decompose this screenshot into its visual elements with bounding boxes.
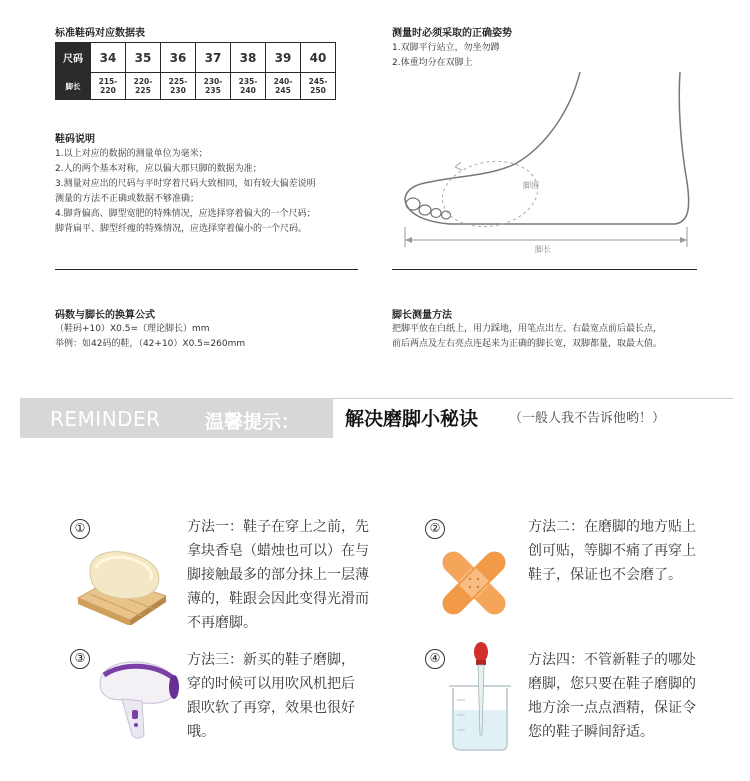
formula-text <box>55 322 245 352</box>
note-line: 脚背扁平、脚型纤瘦的特殊情况，应选择穿着偏小的一个尺码。 <box>55 224 308 234</box>
method-line: 不再磨脚。 <box>187 615 257 631</box>
method-line: 拿块香皂（蜡烛也可以）在与 <box>187 543 369 559</box>
table-cell: 215-220 <box>91 73 126 100</box>
alcohol-dropper-icon <box>445 640 515 752</box>
length-label: 脚长 <box>535 245 551 254</box>
method-line: 哦。 <box>187 724 215 740</box>
reminder-headline: 解决磨脚小秘诀 <box>345 408 479 430</box>
method-line: 方法四：不管新鞋子的哪处 <box>528 652 696 668</box>
hair-dryer-icon <box>92 655 182 740</box>
bandage-icon <box>432 543 517 623</box>
table-cell: 40 <box>301 43 336 73</box>
girth-label: 脚围 <box>523 181 539 190</box>
posture-line: 1.双脚平行站立，勿坐勿蹲 <box>392 43 500 53</box>
table-row-sizes <box>56 43 336 73</box>
posture-text <box>392 41 500 71</box>
method-line: 鞋子，保证也不会磨了。 <box>528 567 682 583</box>
note-line: 2.人的两个基本对称，应以偏大那只脚的数据为准； <box>55 164 262 174</box>
method-2-text <box>528 515 728 587</box>
method-line: 您的鞋子瞬间舒适。 <box>528 724 654 740</box>
table-cell: 230-235 <box>196 73 231 100</box>
table-cell: 220-225 <box>126 73 161 100</box>
table-cell: 34 <box>91 43 126 73</box>
method-4-text <box>528 648 728 744</box>
reminder-banner <box>20 398 333 438</box>
reminder-en: REMINDER <box>50 407 161 431</box>
note-line: 3.测量对应出的尺码与平时穿着尺码大致相同，如有较大偏差说明 <box>55 179 316 189</box>
note-line: 测量的方法不正确或数据不够准确； <box>55 194 200 204</box>
reminder-cn: 温馨提示： <box>205 411 301 433</box>
measure-line: 把脚平放在白纸上，用力踩地，用笔点出左、右最宽点前后最长点， <box>392 324 663 334</box>
table-cell: 35 <box>126 43 161 73</box>
size-table-title: 标准鞋码对应数据表 <box>55 28 145 39</box>
method-line: 地方涂一点点酒精，保证令 <box>528 700 696 716</box>
method-number: ③ <box>70 649 90 669</box>
posture-title: 测量时必须采取的正确姿势 <box>392 28 512 39</box>
size-notes-title: 鞋码说明 <box>55 134 95 145</box>
method-line: 脚接触最多的部分抹上一层薄 <box>187 567 369 583</box>
table-cell: 39 <box>266 43 301 73</box>
method-line: 创可贴，等脚不痛了再穿上 <box>528 543 696 559</box>
method-number: ② <box>425 519 445 539</box>
posture-line: 2.体重均分在双脚上 <box>392 58 473 68</box>
formula-title: 码数与脚长的换算公式 <box>55 310 155 321</box>
measure-title: 脚长测量方法 <box>392 310 452 321</box>
method-3-text <box>187 648 397 744</box>
table-cell: 37 <box>196 43 231 73</box>
method-number: ① <box>70 519 90 539</box>
table-row-lengths <box>56 73 336 100</box>
method-line: 方法三：新买的鞋子磨脚， <box>187 652 355 668</box>
measure-line: 前后两点及左右亮点连起来为正确的脚长宽，双脚都量，取最大值。 <box>392 339 663 349</box>
divider-right <box>392 269 697 270</box>
size-notes <box>55 147 365 237</box>
method-number: ④ <box>425 649 445 669</box>
table-header-size: 尺码 <box>56 43 91 73</box>
table-header-length: 脚长 <box>56 73 91 100</box>
table-cell: 240-245 <box>266 73 301 100</box>
formula-line: （鞋码+10）X0.5=（理论脚长）mm <box>55 324 210 334</box>
method-line: 穿的时候可以用吹风机把后 <box>187 676 355 692</box>
method-line: 跟吹软了再穿，效果也很好 <box>187 700 355 716</box>
method-line: 薄的，鞋跟会因此变得光滑而 <box>187 591 369 607</box>
table-cell: 235-240 <box>231 73 266 100</box>
note-line: 1.以上对应的数据的测量单位为毫米； <box>55 149 208 159</box>
table-cell: 36 <box>161 43 196 73</box>
reminder-headline-box <box>333 398 733 438</box>
method-line: 方法一：鞋子在穿上之前，先 <box>187 519 369 535</box>
soap-icon <box>70 540 170 625</box>
formula-line: 举例：如42码的鞋，（42+10）X0.5=260mm <box>55 339 246 349</box>
table-cell: 225-230 <box>161 73 196 100</box>
table-cell: 245-250 <box>301 73 336 100</box>
table-cell: 38 <box>231 43 266 73</box>
measure-text <box>392 322 712 352</box>
foot-diagram <box>395 72 695 257</box>
method-line: 方法二：在磨脚的地方贴上 <box>528 519 696 535</box>
note-line: 4.脚背偏高、脚型宽肥的特殊情况，应选择穿着偏大的一个尺码； <box>55 209 316 219</box>
reminder-subtitle: （一般人我不告诉他哟！） <box>509 411 666 426</box>
method-1-text <box>187 515 407 635</box>
divider-left <box>55 269 358 270</box>
size-table <box>55 42 336 100</box>
method-line: 磨脚，您只要在鞋子磨脚的 <box>528 676 696 692</box>
